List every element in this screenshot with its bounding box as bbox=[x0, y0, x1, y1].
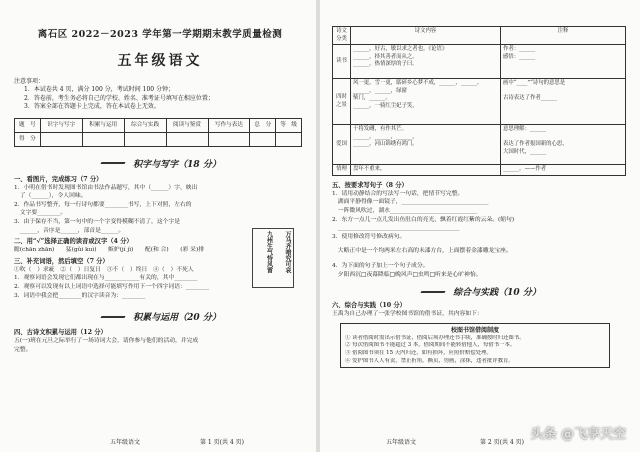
poem-note: 作者：______ 感悟：______ bbox=[501, 45, 626, 79]
question-line: 1．观察词语会发现它们都出现在与____________有关的，其中________ bbox=[14, 275, 198, 282]
question-line: 3．词语中我会把________的汉字读音为：________ bbox=[14, 292, 146, 299]
question-line: 2．东方一点儿一点儿发出鱼肚白的亮光，飘着红霞红紫的云朵。(缩句) bbox=[332, 216, 515, 223]
question-line: 完整。 bbox=[14, 346, 32, 353]
rule-item: ② 每次借阅图书不能超过 3 本，借阅期间不能转借他人，每借书一本。 bbox=[345, 342, 516, 349]
section-title: 四、古诗文积累与运用（12 分） bbox=[14, 329, 107, 337]
exam-page-right bbox=[320, 0, 640, 452]
calligraphy-column: 九州生气恃风雷 bbox=[265, 231, 273, 273]
rule-item: ① 读者借阅时需出示借书证，借阅后须办理还书手续，准确按时归还图书。 bbox=[345, 334, 525, 341]
score-cell bbox=[40, 132, 82, 146]
score-cell bbox=[250, 132, 276, 146]
banner-text: 积字与写字（18 分） bbox=[133, 159, 221, 170]
question-line: 大略正中是一个均两米左右高的未漆方台，上面摆着金漆雕龙宝座。 bbox=[332, 248, 512, 255]
pen-icon bbox=[419, 287, 447, 297]
score-header: 积累与运用 bbox=[82, 118, 124, 132]
poem-content: ______，好古，敏以求之者也。《论语》 ______，择其善者而从之。 ______，热情深厚的子曰。 bbox=[351, 45, 501, 79]
section-banner bbox=[332, 285, 628, 298]
score-header: 识字与写字 bbox=[40, 118, 82, 132]
question-line: 3．使用修改符号修改病句。 bbox=[332, 233, 406, 240]
score-header: 等 级 bbox=[276, 118, 302, 132]
poem-content: 盘年不重来， bbox=[351, 165, 501, 176]
poem-content: 干将发硎，有作其芒。 ______，______，______， ______，河山锦绣有鸿门。 bbox=[351, 125, 501, 165]
question-line: 3．由于保存不当，第一句中的一个字变得模糊不清了，这个字是 bbox=[14, 219, 181, 225]
score-cell bbox=[166, 132, 208, 146]
section-title: 一、看图片，完成练习（7 分） bbox=[14, 175, 103, 183]
score-cell bbox=[124, 132, 166, 146]
score-cell bbox=[276, 132, 302, 146]
notes-heading: 注意事项： bbox=[14, 78, 45, 85]
score-row-label: 得 分 bbox=[15, 132, 41, 146]
question-line: 1．小明在借书时发现图书馆由书法作品题写，其中（______）字，映出 bbox=[14, 184, 198, 191]
question-line: 五(一)班在元旦之际举行了一场诗词大会，请你参与他们的活动，并完成 bbox=[14, 338, 199, 345]
rules-title: 校图书馆借阅制度 bbox=[450, 326, 499, 334]
poem-category: 读书 bbox=[333, 45, 351, 79]
section-banner bbox=[14, 310, 306, 323]
note-item: 3．答案全部在答题卡上完成，答在本试卷上无效。 bbox=[24, 103, 160, 111]
score-header: 写作与表达 bbox=[208, 118, 250, 132]
poem-note: 画中“____”“诗句的意思是 古诗表达了作者______ bbox=[501, 79, 626, 125]
score-header: 综合与实践 bbox=[124, 118, 166, 132]
question-line: __________________________________________ bbox=[332, 225, 460, 232]
pen-icon bbox=[99, 312, 127, 322]
score-header: 总 分 bbox=[250, 118, 276, 132]
note-item: 2．答卷前，考生务必将自己的学校、姓名、准考证号填写在相应位置； bbox=[24, 94, 214, 102]
poem-note: 意思理解：______ 表达了作者报国新的心思， 大国时代，______ bbox=[501, 125, 626, 165]
exam-page-left bbox=[0, 0, 316, 452]
poem-header: 注释 bbox=[501, 27, 626, 45]
poem-category: 情理 bbox=[333, 165, 351, 176]
section-title: 二、用“√”选择正确的读音或汉字（4 分） bbox=[14, 238, 133, 246]
watermark: 头条 @飞享天空 bbox=[530, 427, 626, 442]
question-line: ①吹（ ）求疵 ②（ ）日复日 ③不（ ）终日 ④（ ）不死人 bbox=[14, 266, 194, 273]
footer-page: 第 1 页(共 4 页) bbox=[200, 439, 244, 446]
question-line: 湖面平静得像一面镜子，______________________________ bbox=[332, 199, 489, 206]
exam-title: 离石区 2022－2023 学年第一学期期末教学质量检测 bbox=[37, 29, 283, 40]
question-line: 2．观察可以发现有以上词语中选择可能填写作用下一个四字词语：________ bbox=[14, 283, 209, 290]
score-cell bbox=[82, 132, 124, 146]
rules-box bbox=[340, 323, 610, 368]
poem-category: 爱国 bbox=[333, 125, 351, 165]
footer-subject: 五年级语文 bbox=[386, 439, 417, 446]
rule-item: ④ 爱护图书人人有责，禁止折角，撕页，剪画，涂抹，违者批评教育。 bbox=[345, 357, 514, 364]
question-line: 1．请用动静结合的写法写一句话，把情节写完整。 bbox=[332, 190, 464, 197]
question-line: 王禹为自己办理了一张学校图书馆的借书证，其内容如下： bbox=[332, 311, 483, 318]
score-header: 题 号 bbox=[15, 118, 41, 132]
section-title: 三、补充词语，然后填空（7 分） bbox=[14, 257, 109, 265]
poem-header: 诗文内容 bbox=[351, 27, 501, 45]
poem-content: 风一更，雪一更，聒碎乡心梦不成，______，______。 ______，______，绿窗 柴门，______。 ______，一骑红尘妃子笑， bbox=[351, 79, 501, 125]
section-title: 六、综合与实践（10 分） bbox=[332, 302, 406, 310]
poem-table bbox=[332, 26, 626, 176]
note-item: 1．本试卷共 4 页，满分 100 分，考试时间 100 分钟； bbox=[24, 86, 174, 94]
calligraphy-column: 万马齐喑究可哀 bbox=[284, 231, 291, 273]
question-line: 了（______），令人回味。 bbox=[14, 193, 87, 200]
banner-text: 积累与运用（20 分） bbox=[133, 313, 221, 324]
score-header: 阅读与鉴赏 bbox=[166, 118, 208, 132]
section-title: 五、按要求写句子（8 分） bbox=[332, 181, 408, 189]
poem-header: 诗文分类 bbox=[333, 27, 351, 45]
question-line: ______，音序是______，部首是______。 bbox=[14, 227, 125, 234]
poem-category: 四时之景 bbox=[333, 79, 351, 125]
footer-page: 第 2 页(共 4 页) bbox=[480, 439, 524, 446]
calligraphy-image bbox=[252, 228, 294, 288]
poem-note: ______。——作者 bbox=[501, 165, 626, 176]
question-line: 4．为下面的句子加上一个句子成分。 bbox=[332, 262, 429, 269]
question-line: 瞻(chān zhān) 猛(gǔi kuì) 嫉妒(jí jì) 配(和 合) (彩 采)排 bbox=[14, 247, 205, 254]
footer-subject: 五年级语文 bbox=[110, 439, 141, 446]
exam-subtitle: 五年级语文 bbox=[117, 53, 203, 69]
score-table bbox=[14, 118, 302, 147]
pen-icon bbox=[99, 158, 127, 168]
question-line: 一阵微风吹过，湖水______________________________ bbox=[332, 207, 477, 214]
score-cell bbox=[208, 132, 250, 146]
section-banner bbox=[14, 157, 306, 170]
rule-item: ③ 借阅图书须在 15 天内归还，如有损坏，应照价赔偿处理。 bbox=[345, 349, 492, 356]
question-line: 夕阳西沉□夜幕降临□晚风声□虫鸣□听来是心旷神怡。 bbox=[332, 271, 482, 278]
question-line: 文字要________。 bbox=[14, 210, 67, 217]
banner-text: 综合与实践（10 分） bbox=[453, 288, 541, 299]
question-line: 2．作品书写整齐，每一行诗句都要________书写，上下对照，左右的 bbox=[14, 201, 192, 208]
notes bbox=[14, 78, 306, 112]
